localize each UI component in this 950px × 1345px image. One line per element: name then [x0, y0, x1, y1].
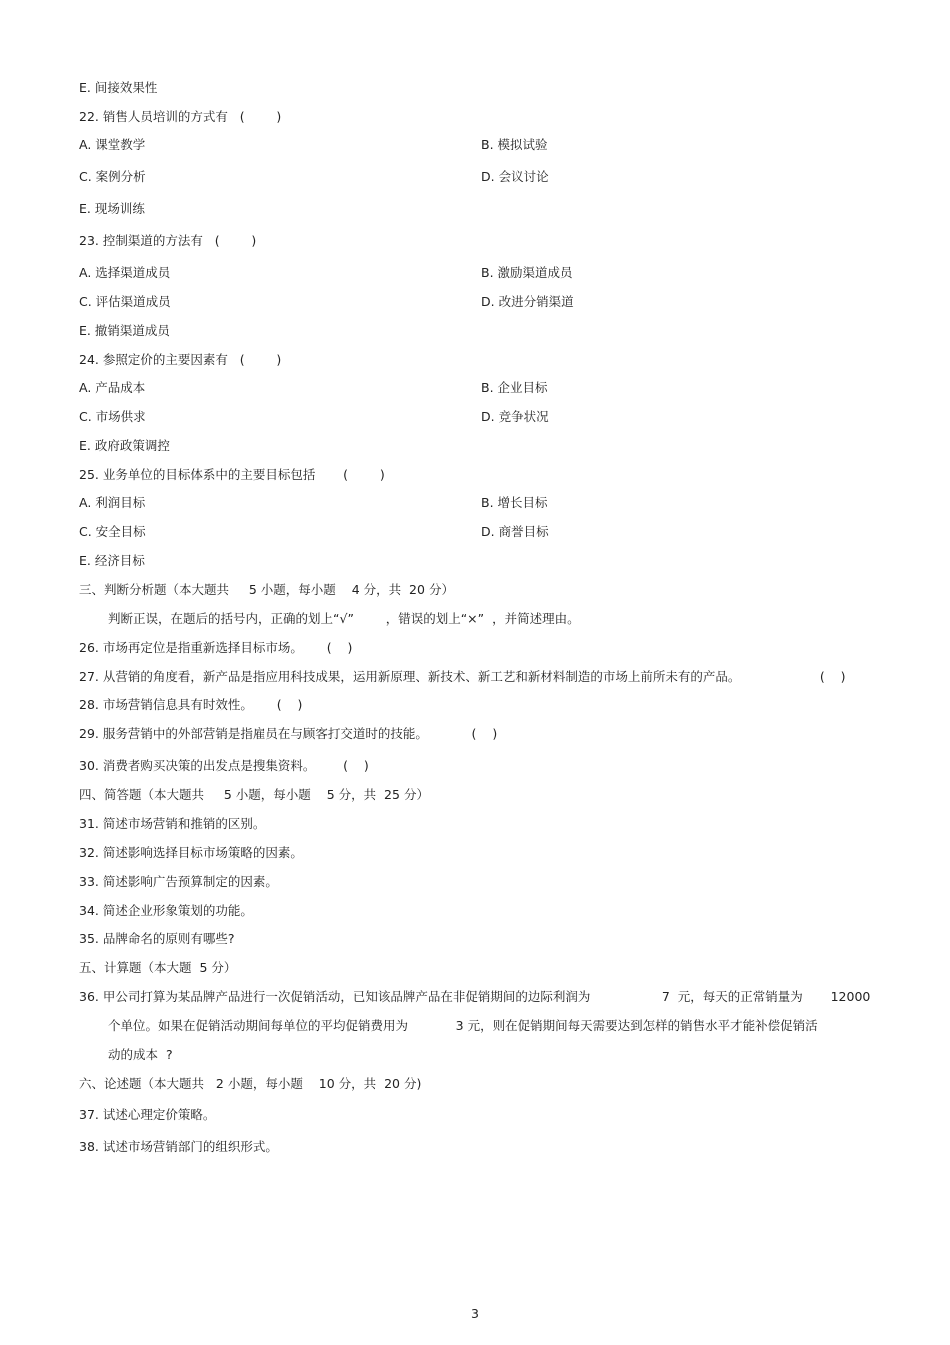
question-36-line-1: 36. 甲公司打算为某品牌产品进行一次促销活动，已知该品牌产品在非促销期间的边际利润为 7 元，每天的正常销量为 12000 [79, 989, 871, 1004]
option-22e: E. 现场训练 [79, 201, 145, 216]
question-33: 33. 简述影响广告预算制定的因素。 [79, 874, 278, 889]
option-24c: C. 市场供求 [79, 409, 146, 424]
section-instructions: 判断正误，在题后的括号内，正确的划上“√” ，错误的划上“×” ，并简述理由。 [108, 611, 580, 626]
question-27: 27. 从营销的角度看，新产品是指应用科技成果，运用新原理、新技术、新工艺和新材料制造的市场上前所未有的产品。 ( ) [79, 669, 846, 684]
question-36-line-3: 动的成本 ? [108, 1047, 173, 1062]
question-35: 35. 品牌命名的原则有哪些? [79, 931, 235, 946]
question-26: 26. 市场再定位是指重新选择目标市场。 ( ) [79, 640, 353, 655]
option-23b: B. 激励渠道成员 [481, 265, 573, 280]
option-22d: D. 会议讨论 [481, 169, 549, 184]
question-30: 30. 消费者购买决策的出发点是搜集资料。 ( ) [79, 758, 369, 773]
section-heading-6: 六、论述题（本大题共 2 小题，每小题 10 分，共 20 分) [79, 1076, 422, 1091]
question-22: 22. 销售人员培训的方式有 ( ) [79, 109, 282, 124]
section-heading-5: 五、计算题（本大题 5 分） [79, 960, 237, 975]
option-23e: E. 撤销渠道成员 [79, 323, 170, 338]
question-24: 24. 参照定价的主要因素有 ( ) [79, 352, 282, 367]
option-24e: E. 政府政策调控 [79, 438, 170, 453]
option-23c: C. 评估渠道成员 [79, 294, 171, 309]
question-34: 34. 简述企业形象策划的功能。 [79, 903, 253, 918]
option-24a: A. 产品成本 [79, 380, 146, 395]
question-36-line-2: 个单位。如果在促销活动期间每单位的平均促销费用为 3 元，则在促销期间每天需要达到怎样的销售水平才能补偿促销活 [108, 1018, 818, 1033]
question-32: 32. 简述影响选择目标市场策略的因素。 [79, 845, 303, 860]
question-31: 31. 简述市场营销和推销的区别。 [79, 816, 266, 831]
section-heading-4: 四、简答题（本大题共 5 小题，每小题 5 分，共 25 分） [79, 787, 429, 802]
option-23d: D. 改进分销渠道 [481, 294, 574, 309]
option-24b: B. 企业目标 [481, 380, 548, 395]
question-37: 37. 试述心理定价策略。 [79, 1107, 216, 1122]
question-29: 29. 服务营销中的外部营销是指雇员在与顾客打交道时的技能。 ( ) [79, 726, 498, 741]
option-25e: E. 经济目标 [79, 553, 145, 568]
option-22e-prev: E. 间接效果性 [79, 80, 158, 95]
option-25b: B. 增长目标 [481, 495, 548, 510]
section-heading-3: 三、判断分析题（本大题共 5 小题，每小题 4 分，共 20 分） [79, 582, 454, 597]
option-22c: C. 案例分析 [79, 169, 146, 184]
question-38: 38. 试述市场营销部门的组织形式。 [79, 1139, 278, 1154]
option-25d: D. 商誉目标 [481, 524, 549, 539]
option-25a: A. 利润目标 [79, 495, 146, 510]
option-25c: C. 安全目标 [79, 524, 146, 539]
page-number: 3 [471, 1306, 479, 1321]
question-28: 28. 市场营销信息具有时效性。 ( ) [79, 697, 303, 712]
option-23a: A. 选择渠道成员 [79, 265, 171, 280]
option-22a: A. 课堂教学 [79, 137, 146, 152]
option-24d: D. 竞争状况 [481, 409, 549, 424]
question-23: 23. 控制渠道的方法有 ( ) [79, 233, 257, 248]
question-25: 25. 业务单位的目标体系中的主要目标包括 ( ) [79, 467, 385, 482]
option-22b: B. 模拟试验 [481, 137, 548, 152]
